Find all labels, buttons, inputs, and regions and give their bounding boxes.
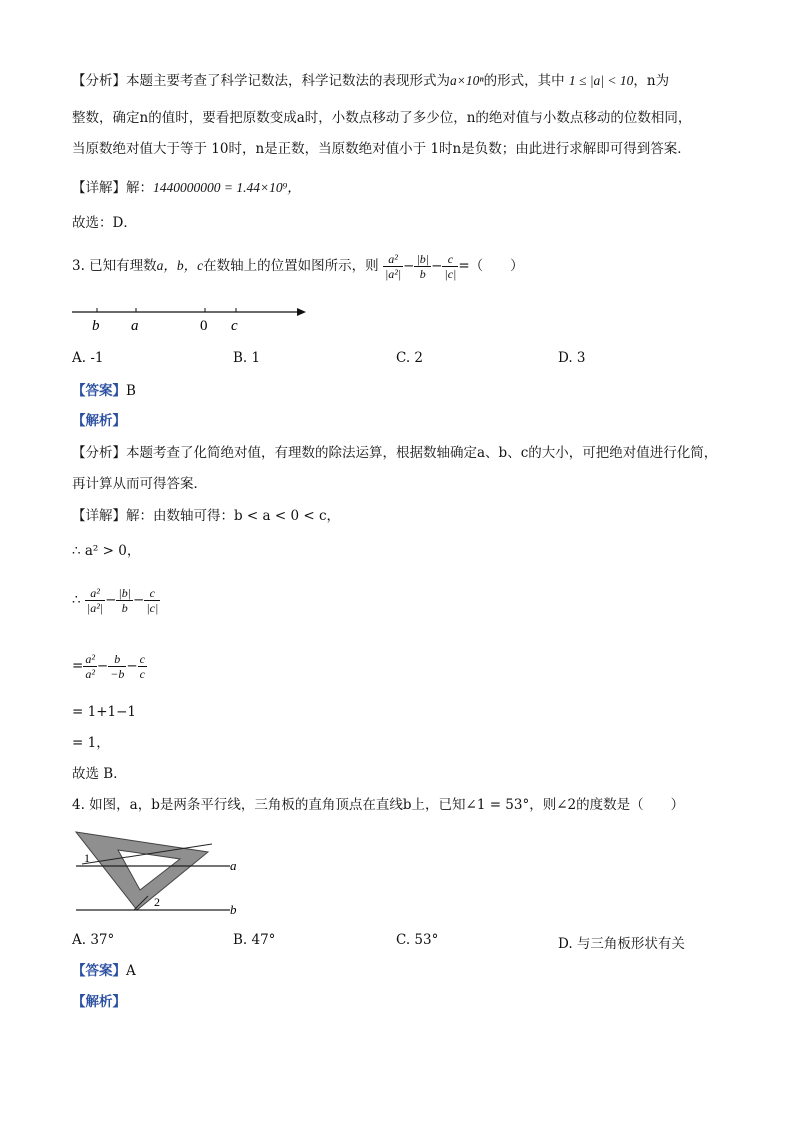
numerator: c: [139, 652, 145, 666]
denominator: |a²|: [384, 267, 402, 281]
denominator: c: [139, 667, 145, 681]
fraction: [414, 252, 431, 281]
fraction: [442, 252, 458, 281]
analysis-line-2: 整数，确定n的值时，要看把原数变成a时，小数点移动了多少位，n的绝对值与小数点移动的位数相同，: [72, 110, 692, 126]
choose-line: 故选：D．: [72, 215, 137, 231]
denominator: |c|: [146, 601, 159, 615]
line-a-label: a: [230, 858, 237, 873]
denominator: |c|: [444, 267, 457, 281]
q3-analysis-2: 再计算从而可得答案．: [72, 476, 207, 492]
axis-label-zero: 0: [200, 318, 208, 334]
text: ，n为: [633, 73, 670, 89]
triangle-figure: [70, 826, 260, 918]
q4-analysis-label: 【解析】: [72, 994, 126, 1010]
axis-label-a: a: [131, 318, 139, 334]
text: 【分析】本题主要考查了科学记数法，科学记数法的表现形式为: [72, 73, 450, 89]
numerator: a²: [383, 252, 403, 267]
equals: =: [72, 658, 84, 674]
analysis-line-3: 当原数绝对值大于等于 10时，n是正数，当原数绝对值小于 1时n是负数；由此进行求解即可得到答案．: [72, 141, 691, 157]
q3-detail-3: ∴ $\frac{\text{a²}}{\text{|a²|}}$ − $\frac{|b|}{b}$ − $\frac{c}{|c|}$: [72, 586, 159, 615]
numerator: a²: [85, 652, 95, 666]
answer-label: 【答案】: [72, 383, 126, 399]
numerator: c: [144, 586, 160, 601]
option-c: C. 2: [396, 350, 424, 366]
set-square-icon: [76, 832, 208, 910]
detail-label: 【详解】解：: [72, 180, 153, 196]
q3-detail-6: = 1，: [72, 735, 110, 751]
q3-detail-4: = $\frac{\text{a²}}{\text{a²}}$ − $\frac{b}{-b}$ − $\frac{c}{c}$: [72, 652, 145, 681]
fraction: [116, 586, 133, 615]
fraction: [138, 652, 147, 681]
q4-answer: [72, 962, 136, 980]
formula: 1 ≤ |a| < 10: [568, 73, 634, 88]
angle-2-label: 2: [154, 895, 160, 909]
therefore: ∴: [72, 592, 81, 608]
fraction: [85, 586, 105, 615]
q3-stem: 3. 已知有理数a，b，c在数轴上的位置如图所示，则 $\frac{\text{a²}}{\text{|a²|}}$ − $\frac{|b|}{b}$ − $\frac{c}{|c|}$ =（ ）: [72, 252, 524, 281]
q3-analysis-1: 【分析】本题考查了化简绝对值，有理数的除法运算，根据数轴确定a、b、c的大小，可把绝对值进行化简，: [72, 445, 718, 461]
angle-1-label: 1: [84, 851, 90, 865]
numerator: b: [108, 652, 126, 667]
numerator: c: [442, 252, 458, 267]
formula: a×10ⁿ: [450, 73, 484, 88]
fraction: [83, 652, 97, 681]
option-c: C. 53°: [396, 932, 439, 948]
text: 3. 已知有理数: [72, 258, 157, 274]
numerator: |b|: [416, 252, 430, 266]
denominator: |a²|: [86, 601, 104, 615]
answer-value: A: [126, 963, 136, 979]
axis-label-c: c: [231, 318, 238, 334]
detail-line: [72, 179, 301, 197]
text: 在数轴上的位置如图所示，则: [203, 258, 379, 274]
option-b: B. 1: [233, 350, 261, 366]
option-d: D. 与三角板形状有关: [558, 936, 685, 952]
q4-stem: 4. 如图，a，b是两条平行线，三角板的直角顶点在直线b上，已知∠1 = 53°，则∠2的度数是（ ）: [72, 797, 685, 813]
arrow-icon: [297, 308, 306, 316]
q3-analysis-label: 【解析】: [72, 413, 126, 429]
option-a: A. 37°: [72, 932, 115, 948]
formula: 1440000000 = 1.44×10⁹，: [153, 180, 301, 195]
q3-answer: [72, 382, 136, 400]
denominator: b: [121, 601, 128, 615]
q3-detail-5: = 1+1−1: [72, 704, 136, 720]
option-b: B. 47°: [233, 932, 276, 948]
answer-label: 【答案】: [72, 963, 126, 979]
fraction: [108, 652, 126, 681]
q3-detail-1: 【详解】解：由数轴可得：b < a < 0 < c，: [72, 508, 341, 524]
vars: a，b，c: [156, 258, 204, 273]
answer-value: B: [126, 383, 136, 399]
denominator: a²: [85, 667, 95, 681]
numerator: |b|: [118, 586, 132, 600]
number-line-figure: [68, 300, 313, 334]
numerator: a²: [85, 586, 105, 601]
text: =（ ）: [458, 258, 524, 274]
option-d: D. 3: [558, 350, 586, 366]
fraction: [144, 586, 160, 615]
option-a: A. -1: [72, 350, 104, 366]
fraction: [383, 252, 403, 281]
denominator: b: [419, 267, 426, 281]
text: 的形式，其中: [483, 73, 565, 89]
axis-label-b: b: [92, 318, 100, 334]
line-b-label: b: [230, 902, 237, 917]
q3-choose: 故选 B．: [72, 766, 127, 782]
denominator: −b: [110, 667, 125, 681]
analysis-line-1: [72, 72, 669, 90]
q3-detail-2: ∴ a² > 0，: [72, 543, 141, 559]
